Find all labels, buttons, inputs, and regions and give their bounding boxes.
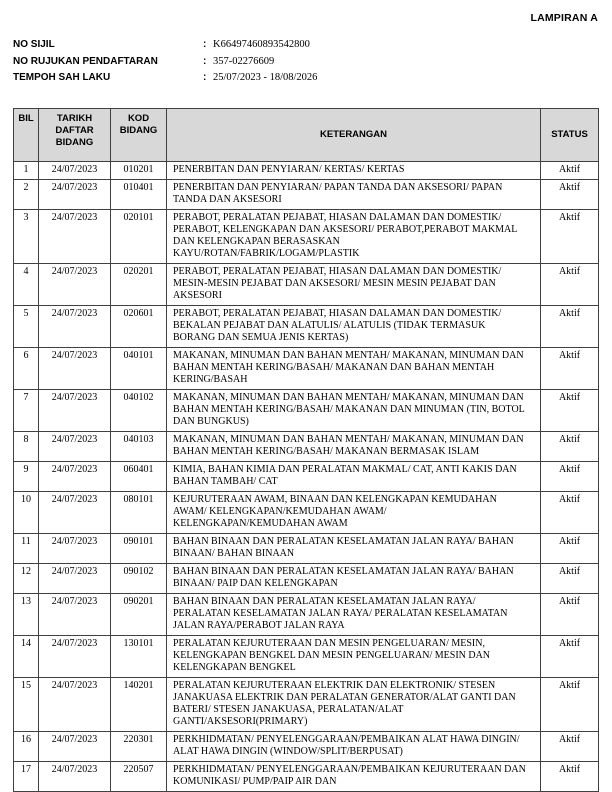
cell-kod-bidang: 090101	[111, 534, 167, 564]
cell-tarikh-daftar: 24/07/2023	[39, 594, 111, 636]
table-row	[14, 432, 599, 462]
cell-status: Aktif	[541, 306, 599, 348]
cell-bil: 10	[14, 492, 39, 534]
separator-colon: :	[203, 72, 207, 83]
separator-colon: :	[203, 55, 207, 67]
table-row	[14, 492, 599, 534]
cell-tarikh-daftar: 24/07/2023	[39, 180, 111, 210]
cell-keterangan: MAKANAN, MINUMAN DAN BAHAN MENTAH/ MAKANAN, MINUMAN DAN BAHAN MENTAH KERING/BASAH/ MAKANAN DAN BAHAN MENTAH KERING/BASAH	[167, 348, 541, 390]
header-status: STATUS	[541, 109, 599, 162]
cell-tarikh-daftar: 24/07/2023	[39, 636, 111, 678]
cell-bil: 5	[14, 306, 39, 348]
cell-status: Aktif	[541, 264, 599, 306]
cell-bil: 15	[14, 678, 39, 732]
no-sijil-value: K66497460893542800	[213, 39, 310, 50]
table-header-row	[14, 109, 599, 162]
cell-bil: 2	[14, 180, 39, 210]
table-row	[14, 762, 599, 792]
table-body	[14, 162, 599, 792]
header-kod-bidang: KOD BIDANG	[111, 109, 167, 162]
cell-status: Aktif	[541, 564, 599, 594]
cell-tarikh-daftar: 24/07/2023	[39, 162, 111, 180]
cell-tarikh-daftar: 24/07/2023	[39, 534, 111, 564]
info-row-tempoh-sah	[13, 72, 573, 83]
cell-keterangan: BAHAN BINAAN DAN PERALATAN KESELAMATAN JALAN RAYA/ BAHAN BINAAN/ PAIP DAN KELENGKAPAN	[167, 564, 541, 594]
tempoh-sah-label: TEMPOH SAH LAKU	[13, 72, 111, 83]
cell-kod-bidang: 220301	[111, 732, 167, 762]
table-row	[14, 306, 599, 348]
table-row	[14, 636, 599, 678]
table-row	[14, 162, 599, 180]
cell-kod-bidang: 010201	[111, 162, 167, 180]
cell-bil: 12	[14, 564, 39, 594]
cell-keterangan: PERABOT, PERALATAN PEJABAT, HIASAN DALAMAN DAN DOMESTIK/ PERABOT, KELENGKAPAN DAN AKSESORI/ PERABOT,PERABOT MAKMAL DAN KELENGKAPAN BERASASKAN KAYU/ROTAN/FABRIK/LOGAM/PLASTIK	[167, 210, 541, 264]
cell-bil: 3	[14, 210, 39, 264]
cell-kod-bidang: 020201	[111, 264, 167, 306]
cell-tarikh-daftar: 24/07/2023	[39, 432, 111, 462]
cell-keterangan: BAHAN BINAAN DAN PERALATAN KESELAMATAN JALAN RAYA/ BAHAN BINAAN/ BAHAN BINAAN	[167, 534, 541, 564]
no-sijil-label: NO SIJIL	[13, 39, 55, 50]
header-tarikh-daftar-bidang: TARIKH DAFTAR BIDANG	[39, 109, 111, 162]
cell-tarikh-daftar: 24/07/2023	[39, 462, 111, 492]
cell-bil: 9	[14, 462, 39, 492]
cell-bil: 8	[14, 432, 39, 462]
cell-tarikh-daftar: 24/07/2023	[39, 732, 111, 762]
cell-bil: 16	[14, 732, 39, 762]
certificate-info	[13, 39, 573, 89]
table-row	[14, 462, 599, 492]
cell-bil: 6	[14, 348, 39, 390]
table-row	[14, 594, 599, 636]
cell-status: Aktif	[541, 534, 599, 564]
cell-status: Aktif	[541, 492, 599, 534]
cell-status: Aktif	[541, 348, 599, 390]
cell-kod-bidang: 220507	[111, 762, 167, 792]
cell-kod-bidang: 090201	[111, 594, 167, 636]
table-row	[14, 732, 599, 762]
table-row	[14, 180, 599, 210]
cell-keterangan: KIMIA, BAHAN KIMIA DAN PERALATAN MAKMAL/ CAT, ANTI KAKIS DAN BAHAN TAMBAH/ CAT	[167, 462, 541, 492]
separator-colon: :	[203, 39, 207, 50]
table-row	[14, 390, 599, 432]
cell-status: Aktif	[541, 162, 599, 180]
cell-bil: 17	[14, 762, 39, 792]
cell-bil: 4	[14, 264, 39, 306]
info-row-no-sijil	[13, 39, 573, 50]
cell-bil: 13	[14, 594, 39, 636]
table-header	[14, 109, 599, 162]
cell-status: Aktif	[541, 180, 599, 210]
cell-tarikh-daftar: 24/07/2023	[39, 762, 111, 792]
no-rujukan-label: NO RUJUKAN PENDAFTARAN	[13, 55, 158, 67]
table-row	[14, 348, 599, 390]
no-rujukan-value: 357-02276609	[213, 55, 275, 67]
cell-keterangan: PERALATAN KEJURUTERAAN DAN MESIN PENGELUARAN/ MESIN, KELENGKAPAN BENGKEL DAN MESIN PENGELUARAN/ MESIN DAN KELENGKAPAN BENGKEL	[167, 636, 541, 678]
info-row-no-rujukan	[13, 56, 573, 67]
cell-status: Aktif	[541, 678, 599, 732]
cell-tarikh-daftar: 24/07/2023	[39, 210, 111, 264]
cell-kod-bidang: 020101	[111, 210, 167, 264]
cell-bil: 7	[14, 390, 39, 432]
header-keterangan: KETERANGAN	[167, 109, 541, 162]
cell-keterangan: KEJURUTERAAN AWAM, BINAAN DAN KELENGKAPAN KEMUDAHAN AWAM/ KELENGKAPAN/KEMUDAHAN AWAM/ KELENGKAPAN/KEMUDAHAN AWAM	[167, 492, 541, 534]
cell-keterangan: PENERBITAN DAN PENYIARAN/ KERTAS/ KERTAS	[167, 162, 541, 180]
cell-tarikh-daftar: 24/07/2023	[39, 306, 111, 348]
cell-keterangan: PERABOT, PERALATAN PEJABAT, HIASAN DALAMAN DAN DOMESTIK/ MESIN-MESIN PEJABAT DAN AKSESORI/ MESIN MESIN PEJABAT DAN AKSESORI	[167, 264, 541, 306]
cell-status: Aktif	[541, 762, 599, 792]
table-row	[14, 564, 599, 594]
cell-bil: 1	[14, 162, 39, 180]
cell-status: Aktif	[541, 390, 599, 432]
tempoh-sah-value: 25/07/2023 - 18/08/2026	[213, 72, 318, 83]
table-row	[14, 678, 599, 732]
table-row	[14, 534, 599, 564]
cell-status: Aktif	[541, 594, 599, 636]
cell-status: Aktif	[541, 732, 599, 762]
cell-kod-bidang: 020601	[111, 306, 167, 348]
cell-tarikh-daftar: 24/07/2023	[39, 264, 111, 306]
cell-keterangan: PERKHIDMATAN/ PENYELENGGARAAN/PEMBAIKAN ALAT HAWA DINGIN/ ALAT HAWA DINGIN (WINDOW/SPLIT/BERPUSAT)	[167, 732, 541, 762]
cell-kod-bidang: 040103	[111, 432, 167, 462]
cell-status: Aktif	[541, 210, 599, 264]
cell-keterangan: PENERBITAN DAN PENYIARAN/ PAPAN TANDA DAN AKSESORI/ PAPAN TANDA DAN AKSESORI	[167, 180, 541, 210]
cell-keterangan: PERALATAN KEJURUTERAAN ELEKTRIK DAN ELEKTRONIK/ STESEN JANAKUASA ELEKTRIK DAN PERALATAN GENERATOR/ALAT GANTI DAN BATERI/ STESEN JANAKUASA, PERALATAN/ALAT GANTI/AKSESORI(PRIMARY)	[167, 678, 541, 732]
cell-keterangan: MAKANAN, MINUMAN DAN BAHAN MENTAH/ MAKANAN, MINUMAN DAN BAHAN MENTAH KERING/BASAH/ MAKANAN BERMASAK ISLAM	[167, 432, 541, 462]
cell-tarikh-daftar: 24/07/2023	[39, 348, 111, 390]
cell-status: Aktif	[541, 462, 599, 492]
cell-tarikh-daftar: 24/07/2023	[39, 492, 111, 534]
cell-kod-bidang: 080101	[111, 492, 167, 534]
cell-keterangan: PERABOT, PERALATAN PEJABAT, HIASAN DALAMAN DAN DOMESTIK/ BEKALAN PEJABAT DAN ALATULIS/ ALATULIS (TIDAK TERMASUK BORANG DAN SEMUA JENIS KERTAS)	[167, 306, 541, 348]
cell-keterangan: MAKANAN, MINUMAN DAN BAHAN MENTAH/ MAKANAN, MINUMAN DAN BAHAN MENTAH KERING/BASAH/ MAKANAN DAN MINUMAN (TIN, BOTOL DAN BUNGKUS)	[167, 390, 541, 432]
cell-bil: 14	[14, 636, 39, 678]
cell-kod-bidang: 060401	[111, 462, 167, 492]
cell-tarikh-daftar: 24/07/2023	[39, 678, 111, 732]
cell-kod-bidang: 040101	[111, 348, 167, 390]
table-row	[14, 264, 599, 306]
cell-kod-bidang: 140201	[111, 678, 167, 732]
cell-kod-bidang: 040102	[111, 390, 167, 432]
page-title: LAMPIRAN A	[530, 12, 598, 24]
cell-status: Aktif	[541, 636, 599, 678]
header-bil: BIL	[14, 109, 39, 162]
table-row	[14, 210, 599, 264]
cell-kod-bidang: 010401	[111, 180, 167, 210]
cell-status: Aktif	[541, 432, 599, 462]
cell-kod-bidang: 090102	[111, 564, 167, 594]
cell-keterangan: PERKHIDMATAN/ PENYELENGGARAAN/PEMBAIKAN KEJURUTERAAN DAN KOMUNIKASI/ PUMP/PAIP AIR DAN	[167, 762, 541, 792]
cell-tarikh-daftar: 24/07/2023	[39, 564, 111, 594]
cell-keterangan: BAHAN BINAAN DAN PERALATAN KESELAMATAN JALAN RAYA/ PERALATAN KESELAMATAN JALAN RAYA/ PERALATAN KESELAMATAN JALAN RAYA/PERABOT JALAN RAYA	[167, 594, 541, 636]
cell-tarikh-daftar: 24/07/2023	[39, 390, 111, 432]
cell-kod-bidang: 130101	[111, 636, 167, 678]
registration-table	[13, 108, 599, 792]
cell-bil: 11	[14, 534, 39, 564]
